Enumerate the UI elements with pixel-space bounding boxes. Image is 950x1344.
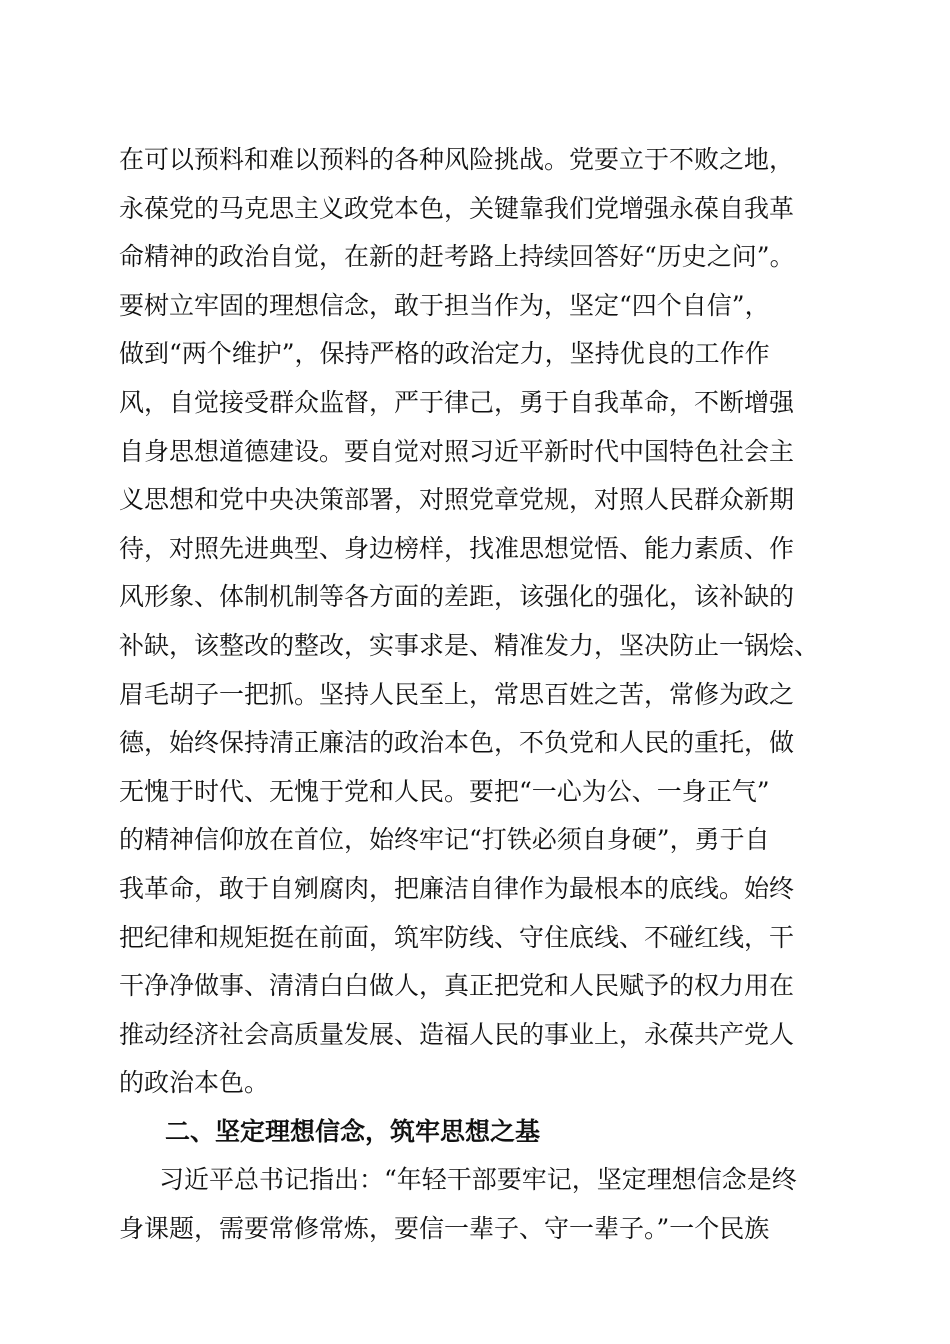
paragraph-2: [119, 1156, 839, 1253]
text-line: 习近平总书记指出：“年轻干部要牢记，坚定理想信念是终: [159, 1165, 797, 1195]
text-line: 德，始终保持清正廉洁的政治本色，不负党和人民的重托，做: [119, 728, 795, 758]
text-line: 眉毛胡子一把抓。坚持人民至上，常思百姓之苦，常修为政之: [119, 679, 795, 709]
text-line: 身课题，需要常修常炼，要信一辈子、守一辈子。”一个民族: [119, 1214, 770, 1244]
text-line: 义思想和党中央决策部署，对照党章党规，对照人民群众新期: [119, 485, 795, 515]
text-line: 自身思想道德建设。要自觉对照习近平新时代中国特色社会主: [119, 436, 795, 466]
text-line: 要树立牢固的理想信念，敢于担当作为，坚定“四个自信”，: [119, 290, 770, 320]
text-line: 的政治本色。: [119, 1068, 270, 1098]
text-line: 做到“两个维护”，保持严格的政治定力，坚持优良的工作作: [119, 339, 770, 369]
section-heading: 二、坚定理想信念，筑牢思想之基: [165, 1116, 541, 1146]
text-line: 在可以预料和难以预料的各种风险挑战。党要立于不败之地，: [119, 145, 795, 174]
text-line: 我革命，敢于自剜腐肉，把廉洁自律作为最根本的底线。始终: [119, 873, 795, 903]
text-line: 命精神的政治自觉，在新的赶考路上持续回答好“历史之问”。: [119, 242, 795, 272]
text-line: 风，自觉接受群众监督，严于律己，勇于自我革命，不断增强: [119, 387, 795, 417]
text-line: 的精神信仰放在首位，始终牢记“打铁必须自身硬”，勇于自: [119, 825, 770, 855]
text-line: 推动经济社会高质量发展、造福人民的事业上，永葆共产党人: [119, 1019, 795, 1049]
text-line: 把纪律和规矩挺在前面，筑牢防线、守住底线、不碰红线，干: [119, 922, 795, 952]
paragraph-1: [119, 136, 839, 1108]
text-line: 风形象、体制机制等各方面的差距，该强化的强化，该补缺的: [119, 582, 795, 612]
text-line: 干净净做事、清清白白做人，真正把党和人民赋予的权力用在: [119, 971, 795, 1001]
text-line: 无愧于时代、无愧于党和人民。要把“一心为公、一身正气”: [119, 776, 770, 806]
text-line: 永葆党的马克思主义政党本色，关键靠我们党增强永葆自我革: [119, 193, 795, 223]
text-line: 待，对照先进典型、身边榜样，找准思想觉悟、能力素质、作: [119, 533, 795, 563]
document-body: [119, 136, 839, 1254]
text-line: 补缺，该整改的整改，实事求是、精准发力，坚决防止一锅烩、: [119, 630, 820, 660]
